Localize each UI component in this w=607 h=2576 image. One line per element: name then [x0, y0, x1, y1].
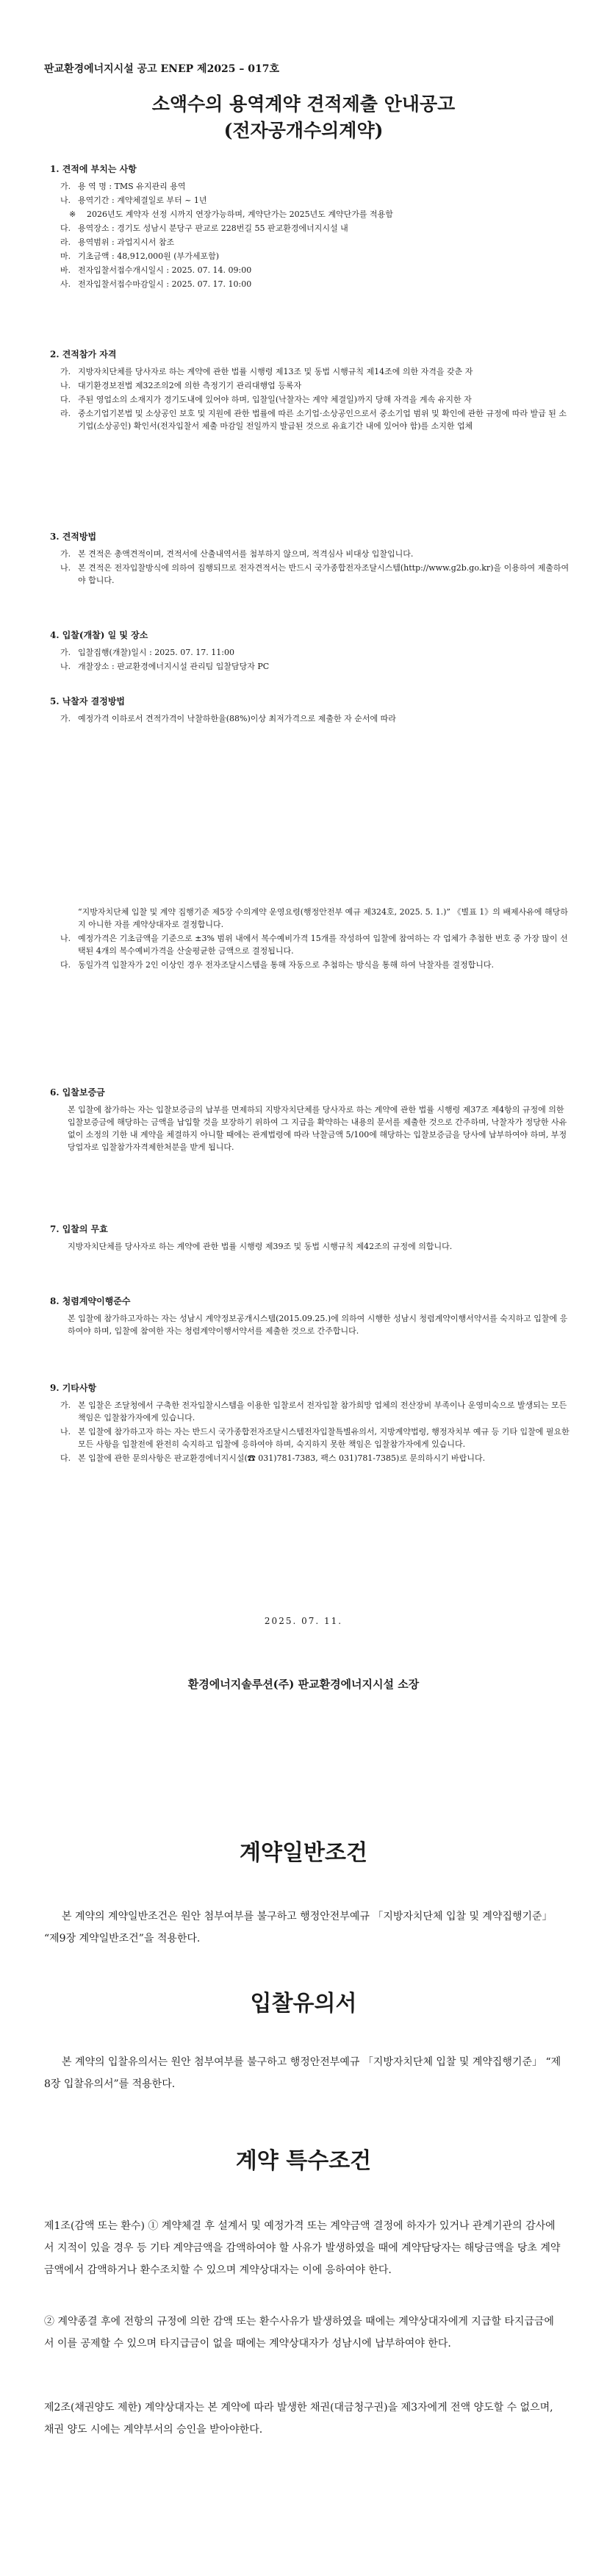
section-award-continued [50, 906, 572, 973]
list-item: 가. 지방자치단체를 당사자로 하는 계약에 관한 법률 시행령 제13조 및 동법 시행규칙 제14조에 의한 자격을 갖춘 자 [60, 367, 473, 376]
general-conditions-text: 본 계약의 계약일반조건은 원안 첨부여부를 불구하고 행정안전부예규 「지방자치단체 입찰 및 계약집행기준」 “제9장 계약일반조건”을 적용한다. [44, 1911, 553, 1944]
section-title: 9. 기타사항 [50, 1383, 97, 1393]
section-title: 3. 견적방법 [50, 532, 97, 542]
section-title: 2. 견적참가 자격 [50, 349, 117, 359]
section-other [50, 1382, 572, 1466]
list-item: 나. 본 견적은 전자입찰방식에 의하여 집행되므로 전자견적서는 반드시 국가종합전자조달시스템(http://www.g2b.go.kr)을 이용하여 제출하여야 합니다. [60, 563, 570, 585]
list-item: 다. 동일가격 입찰자가 2인 이상인 경우 전자조달시스템을 통해 자동으로 추첨하는 방식을 통해 하여 낙찰자를 결정합니다. [60, 960, 494, 970]
special-article-1: 제1조(감액 또는 환수) ① 계약체결 후 설계서 및 예정가격 또는 계약금액 결정에 하자가 있거나 관계기관의 감사에서 지적이 있을 경우 등 기타 계약금액을 감액하여야 할 사유가 발생하였을 때에 계약담당자는 해당금액을 당초 계약금액에서 감액하거나 환수조치할 수 있으며 계약상대자는 이에 응하여야 한다. [44, 2220, 561, 2276]
list-item: 가. 용 역 명 : TMS 유지관리 용역 [60, 182, 186, 191]
section-title: 1. 견적에 부치는 사항 [50, 164, 137, 174]
list-item: 다. 본 입찰에 관한 문의사항은 판교환경에너지시설(☎ 031)781-7383, 팩스 031)781-7385)로 문의하시기 바랍니다. [60, 1453, 486, 1463]
bid-instructions-text: 본 계약의 입찰유의서는 원안 첨부여부를 불구하고 행정안전부예규 「지방자치단체 입찰 및 계약집행기준」 “제8장 입찰유의서”를 적용한다. [44, 2056, 561, 2090]
list-item: 라. 용역범위 : 과업지시서 참조 [60, 237, 175, 247]
announcement-date: 2025. 07. 11. [264, 1616, 343, 1626]
section-quote-method [50, 531, 572, 588]
document-number: 판교환경에너지시설 공고 ENEP 제2025 – 017호 [44, 63, 280, 75]
section-eligibility [50, 348, 572, 434]
section-items [50, 163, 572, 292]
section-opening [50, 629, 572, 674]
list-item: 바. 전자입찰서접수개시일시 : 2025. 07. 14. 09:00 [60, 265, 252, 275]
section-integrity [50, 1295, 572, 1337]
list-item: 가. 예정가격 이하로서 견적가격이 낙찰하한율(88%)이상 최저가격으로 제출한 자 순서에 따라 [60, 714, 396, 723]
list-item: 나. 용역기간 : 계약체결일로 부터 ~ 1년 [60, 196, 207, 205]
list-item: 나. 예정가격은 기초금액을 기준으로 ±3% 범위 내에서 복수예비가격 15개를 작성하여 입찰에 참여하는 각 업체가 추첨한 번호 중 가장 많이 선택된 4개의 복수예비가격을 산술평균한 금액으로 결정됩니다. [60, 934, 568, 956]
list-item: 가. 입찰집행(개찰)일시 : 2025. 07. 17. 11:00 [60, 648, 234, 657]
list-item: 나. 대기환경보전법 제32조의2에 의한 측정기기 관리대행업 등록자 [60, 381, 302, 390]
section-title: 7. 입찰의 무효 [50, 1224, 108, 1234]
general-conditions-title: 계약일반조건 [240, 1840, 367, 1866]
section-paragraph: 지방자치단체를 당사자로 하는 계약에 관한 법률 시행령 제39조 및 동법 시행규칙 제42조의 규정에 의합니다. [68, 1242, 453, 1251]
section-title: 5. 낙찰자 결정방법 [50, 696, 126, 706]
list-item: 다. 주된 영업소의 소재지가 경기도내에 있어야 하며, 입찰일(낙찰자는 계약 체결일)까지 당해 자격을 계속 유지한 자 [60, 395, 472, 404]
list-item: 라. 중소기업기본법 및 소상공인 보호 및 지원에 관한 법률에 따른 소기업·소상공인으로서 중소기업 범위 및 확인에 관한 규정에 따라 발급 된 소기업(소상공인) 확인서(전자입찰서 제출 마감일 전일까지 발급된 것으로 유효기간 내에 있어야 함)를 소지한 업체 [60, 409, 567, 431]
list-item: 나. 개찰장소 : 판교환경에너지시설 관리팀 입찰담당자 PC [60, 662, 270, 671]
section-bid-bond [50, 1087, 572, 1153]
page-title: 소액수의 용역계약 견적제출 안내공고 [151, 93, 456, 115]
list-item: 가. 본 입찰은 조달청에서 구축한 전자입찰시스템을 이용한 입찰로서 전자입찰 참가희망 업체의 전산장비 부족이나 운영미숙으로 발생되는 모든 책임은 입찰참가자에게 있습니다. [60, 1400, 567, 1423]
section-paragraph: 본 입찰에 참가하는 자는 입찰보증금의 납부를 면제하되 지방자치단체를 당사자로 하는 계약에 관한 법률 시행령 제37조 제4항의 규정에 의한 입찰보증금에 해당하는 금액을 납입할 것을 보장하기 위하여 그 지급을 확약하는 내용의 문서를 제출한 것으로 간주하며, 낙찰자가 정당한 사유 없이 소정의 기한 내 계약을 체결하지 아니할 때에는 관계법령에 따라 낙찰금액 5/100에 해당하는 입찰보증금을 당사에 납부하여야 하며, 부정당업자로 입찰참가자격제한처분을 받게 됩니다. [68, 1105, 567, 1152]
list-item: 나. 본 입찰에 참가하고자 하는 자는 반드시 국가종합전자조달시스템전자입찰특별유의서, 지방계약법령, 행정자치부 예규 등 기타 입찰에 필요한 모든 사항을 입찰전에 완전히 숙지하고 입찰에 응하여야 하며, 숙지하지 못한 책임은 입찰참가자에게 있습니다. [60, 1427, 570, 1449]
list-item: “지방자치단체 입찰 및 계약 집행기준 제5장 수의계약 운영요령(행정안전부 예규 제324호, 2025. 5. 1.)” 《별표 1》의 배제사유에 해당하지 아니한 자를 계약상대자로 결정합니다. [78, 907, 568, 929]
list-item: 사. 전자입찰서접수마감일시 : 2025. 07. 17. 10:00 [60, 279, 252, 289]
section-award [50, 695, 572, 726]
list-item: 마. 기초금액 : 48,912,000원 (부가세포함) [60, 251, 220, 261]
special-article-1-clause-2: ② 계약종결 후에 전항의 규정에 의한 감액 또는 환수사유가 발생하였을 때에는 계약상대자에게 지급할 타지급금에서 이를 공제할 수 있으며 타지급금이 없을 때에는 계약상대자가 성남시에 납부하여야 한다. [44, 2316, 554, 2350]
page-subtitle: (전자공개수의계약) [223, 120, 384, 141]
list-item: 가. 본 견적은 총액견적이며, 견적서에 산출내역서를 첨부하지 않으며, 적격심사 비대상 입찰입니다. [60, 549, 414, 559]
list-item: 다. 용역장소 : 경기도 성남시 분당구 판교로 228번길 55 판교환경에너지시설 내 [60, 223, 348, 233]
section-title: 8. 청렴계약이행준수 [50, 1296, 131, 1306]
special-conditions-title: 계약 특수조건 [235, 2148, 372, 2174]
bid-instructions-title: 입찰유의서 [250, 1991, 357, 2017]
section-title: 6. 입찰보증금 [50, 1087, 105, 1098]
section-paragraph: 본 입찰에 참가하고자하는 자는 성남시 계약정보공개시스템(2015.09.25.)에 의하여 시행한 성남시 청렴계약이행서약서를 숙지하고 입찰에 응하여야 하며, 입찰에 참여한 자는 청렴계약이행서약서를 제출한 것으로 간주합니다. [68, 1314, 568, 1336]
note-item: ※ 2026년도 계약자 선정 시까지 연장가능하며, 계약단가는 2025년도 계약단가를 적용함 [69, 210, 393, 219]
section-invalid-bid [50, 1223, 572, 1253]
special-article-2: 제2조(채권양도 제한) 계약상대자는 본 계약에 따라 발생한 채권(대금청구권)을 제3자에게 전액 양도할 수 없으며, 채권 양도 시에는 계약부서의 승인을 받아야한다. [44, 2402, 553, 2436]
issuing-organization: 환경에너지솔루션(주) 판교환경에너지시설 소장 [187, 1678, 420, 1691]
section-title: 4. 입찰(개찰) 일 및 장소 [50, 630, 148, 640]
